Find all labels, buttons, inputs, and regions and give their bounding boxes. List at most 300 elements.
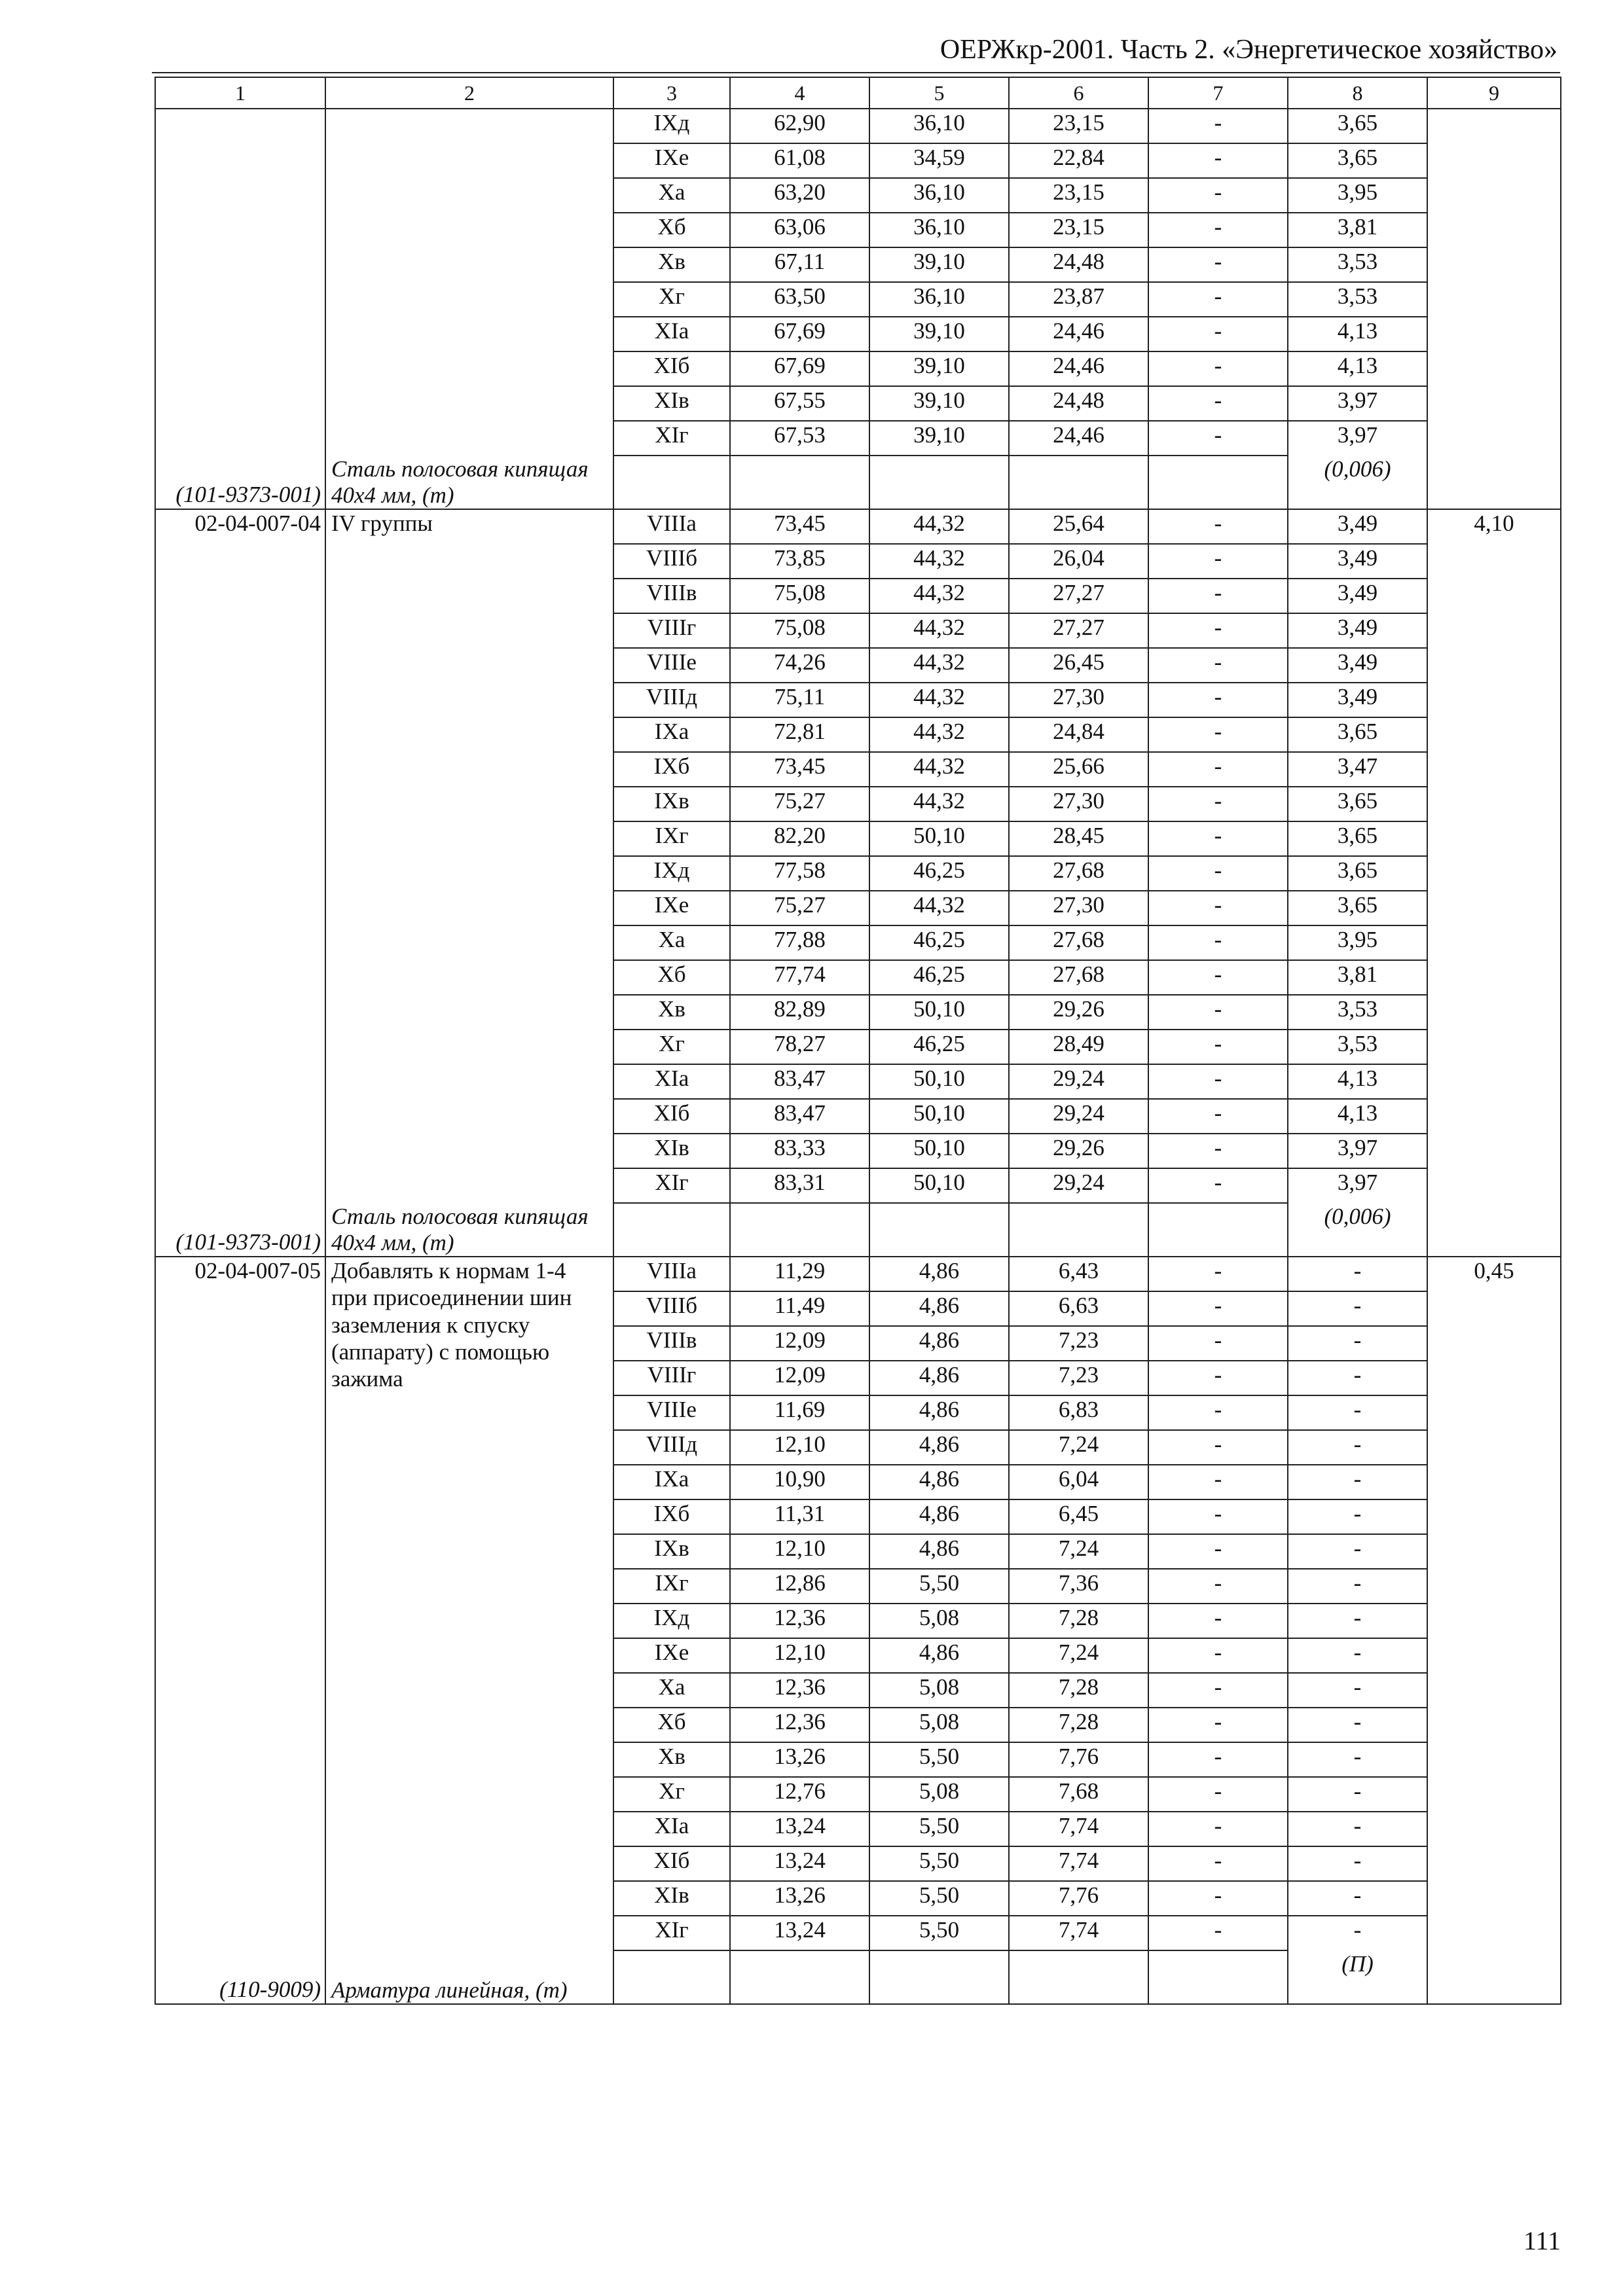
data-cell: 3,65 (1288, 821, 1427, 856)
norm-code-cell (155, 1030, 325, 1064)
table-row (155, 821, 1561, 856)
col9-cell (1427, 421, 1561, 456)
data-cell: 44,32 (869, 648, 1009, 683)
col9-cell (1427, 1203, 1561, 1257)
norm-code-cell (155, 1430, 325, 1465)
col9-cell (1427, 178, 1561, 213)
col9-cell (1427, 1099, 1561, 1134)
norm-code-cell (155, 109, 325, 143)
table-row (155, 960, 1561, 995)
data-cell: - (1148, 1134, 1288, 1168)
data-cell: - (1148, 213, 1288, 247)
data-cell: 4,86 (869, 1638, 1009, 1673)
norm-description-cell (325, 1099, 613, 1134)
data-cell: - (1148, 317, 1288, 351)
data-cell: 24,48 (1009, 247, 1148, 282)
material-code: (110-9009) (155, 1950, 325, 2004)
norm-description-cell (325, 1499, 613, 1534)
data-cell: 74,26 (730, 648, 869, 683)
norm-description-cell (325, 1030, 613, 1064)
norm-code-cell: 02-04-007-05 (155, 1257, 325, 1291)
data-cell: XIг (613, 1168, 730, 1203)
col9-cell (1427, 1638, 1561, 1673)
data-cell: 27,30 (1009, 891, 1148, 925)
empty-cell (869, 1203, 1009, 1257)
data-cell: VIIIв (613, 579, 730, 613)
col9-cell (1427, 1326, 1561, 1361)
data-cell: 5,08 (869, 1604, 1009, 1638)
norm-description-cell (325, 1395, 613, 1430)
data-cell: 83,47 (730, 1064, 869, 1099)
col9-cell: 0,45 (1427, 1257, 1561, 1291)
data-cell: Xб (613, 960, 730, 995)
data-cell: 4,86 (869, 1395, 1009, 1430)
data-cell: 7,28 (1009, 1604, 1148, 1638)
data-cell: 3,49 (1288, 648, 1427, 683)
data-cell: 6,04 (1009, 1465, 1148, 1499)
table-row (155, 247, 1561, 282)
data-cell: VIIIг (613, 613, 730, 648)
col9-cell (1427, 1499, 1561, 1534)
data-cell: - (1148, 351, 1288, 386)
data-cell: XIг (613, 421, 730, 456)
data-cell: 3,97 (1288, 421, 1427, 456)
table-row (155, 1499, 1561, 1534)
data-cell: 73,85 (730, 544, 869, 579)
data-cell: 28,45 (1009, 821, 1148, 856)
col9-cell (1427, 717, 1561, 752)
data-cell: 13,24 (730, 1916, 869, 1950)
data-cell: XIб (613, 1099, 730, 1134)
data-cell: 4,13 (1288, 317, 1427, 351)
col9-cell (1427, 1742, 1561, 1777)
data-cell: - (1148, 1673, 1288, 1708)
data-cell: - (1148, 143, 1288, 178)
table-row (155, 1430, 1561, 1465)
empty-cell (1148, 456, 1288, 509)
norm-code-cell (155, 1064, 325, 1099)
data-cell: 63,50 (730, 282, 869, 317)
norm-code-cell (155, 1846, 325, 1881)
data-cell: 7,23 (1009, 1361, 1148, 1395)
data-cell: 3,65 (1288, 856, 1427, 891)
data-cell: VIIIг (613, 1361, 730, 1395)
data-cell: VIIIе (613, 648, 730, 683)
data-cell: 77,88 (730, 925, 869, 960)
data-cell: - (1288, 1361, 1427, 1395)
material-row (155, 1203, 1561, 1257)
data-cell: 3,49 (1288, 579, 1427, 613)
data-cell: 44,32 (869, 544, 1009, 579)
data-cell: 26,45 (1009, 648, 1148, 683)
data-cell: Xг (613, 1030, 730, 1064)
data-cell: - (1148, 1846, 1288, 1881)
data-cell: 3,53 (1288, 282, 1427, 317)
data-cell: Xб (613, 213, 730, 247)
table-row (155, 1916, 1561, 1950)
data-cell: 7,24 (1009, 1534, 1148, 1569)
data-cell: 5,08 (869, 1777, 1009, 1812)
data-cell: 73,45 (730, 752, 869, 787)
norm-description-cell (325, 752, 613, 787)
data-cell: 13,24 (730, 1812, 869, 1846)
data-cell: Xа (613, 178, 730, 213)
data-cell: 12,36 (730, 1708, 869, 1742)
table-row (155, 856, 1561, 891)
col9-cell (1427, 1030, 1561, 1064)
data-cell: 75,27 (730, 787, 869, 821)
norm-code-cell (155, 1812, 325, 1846)
norm-description-cell (325, 579, 613, 613)
norm-code-cell (155, 1465, 325, 1499)
empty-cell (1148, 1203, 1288, 1257)
norm-code-cell (155, 579, 325, 613)
data-cell: 27,68 (1009, 960, 1148, 995)
data-cell: 27,27 (1009, 613, 1148, 648)
data-cell: 3,53 (1288, 247, 1427, 282)
col9-cell (1427, 1673, 1561, 1708)
data-cell: Xа (613, 925, 730, 960)
data-cell: 50,10 (869, 1168, 1009, 1203)
data-cell: - (1148, 960, 1288, 995)
norm-description-cell (325, 1604, 613, 1638)
norm-code-cell (155, 1638, 325, 1673)
norm-description-cell (325, 1638, 613, 1673)
data-cell: - (1288, 1604, 1427, 1638)
data-cell: 3,95 (1288, 178, 1427, 213)
data-cell: VIIIд (613, 683, 730, 717)
column-header: 1 (155, 77, 325, 109)
col9-cell (1427, 143, 1561, 178)
data-cell: - (1148, 717, 1288, 752)
norm-code-cell (155, 143, 325, 178)
table-row (155, 509, 1561, 544)
col9-cell (1427, 891, 1561, 925)
norm-description-cell (325, 109, 613, 143)
norm-code-cell (155, 752, 325, 787)
data-cell: 5,08 (869, 1673, 1009, 1708)
data-cell: 3,65 (1288, 109, 1427, 143)
data-cell: - (1148, 613, 1288, 648)
data-cell: 3,49 (1288, 544, 1427, 579)
data-cell: Xг (613, 282, 730, 317)
data-cell: 13,26 (730, 1742, 869, 1777)
data-cell: VIIIа (613, 1257, 730, 1291)
material-name: Арматура линейная, (т) (325, 1950, 613, 2004)
data-cell: 7,28 (1009, 1673, 1148, 1708)
data-cell: VIIIе (613, 1395, 730, 1430)
norm-code-cell (155, 613, 325, 648)
data-cell: - (1148, 1881, 1288, 1916)
table-row (155, 1134, 1561, 1168)
data-cell: 39,10 (869, 386, 1009, 421)
col9-cell (1427, 1846, 1561, 1881)
norm-description-cell (325, 351, 613, 386)
col9-cell (1427, 1569, 1561, 1604)
material-code: (101-9373-001) (155, 456, 325, 509)
data-cell: VIIIв (613, 1326, 730, 1361)
col9-cell (1427, 109, 1561, 143)
data-cell: 12,10 (730, 1638, 869, 1673)
data-cell: Xа (613, 1673, 730, 1708)
data-cell: 44,32 (869, 787, 1009, 821)
norm-description-cell (325, 891, 613, 925)
data-cell: IXд (613, 109, 730, 143)
header-rule (152, 72, 1560, 73)
table-row (155, 1881, 1561, 1916)
data-cell: - (1288, 1499, 1427, 1534)
data-cell: - (1148, 1168, 1288, 1203)
data-cell: 7,74 (1009, 1846, 1148, 1881)
data-cell: 3,49 (1288, 683, 1427, 717)
table-row (155, 1099, 1561, 1134)
norm-code-cell (155, 1742, 325, 1777)
data-cell: 3,49 (1288, 613, 1427, 648)
data-cell: 50,10 (869, 1134, 1009, 1168)
data-cell: 4,86 (869, 1326, 1009, 1361)
data-cell: - (1148, 1499, 1288, 1534)
table-row (155, 1168, 1561, 1203)
data-cell: 12,09 (730, 1361, 869, 1395)
col9-cell (1427, 213, 1561, 247)
data-cell: 7,76 (1009, 1881, 1148, 1916)
material-name: Сталь полосовая кипящая 40х4 мм, (т) (325, 1203, 613, 1257)
data-cell: - (1288, 1465, 1427, 1499)
column-header: 6 (1009, 77, 1148, 109)
column-header: 2 (325, 77, 613, 109)
data-cell: XIг (613, 1916, 730, 1950)
column-header-row (155, 77, 1561, 109)
norm-description-cell (325, 1846, 613, 1881)
data-cell: 82,89 (730, 995, 869, 1030)
norm-description-cell (325, 143, 613, 178)
data-cell: IXг (613, 821, 730, 856)
norm-description-cell (325, 1430, 613, 1465)
empty-cell (613, 1950, 730, 2004)
norm-code-cell (155, 1569, 325, 1604)
data-cell: - (1288, 1291, 1427, 1326)
norm-code-cell (155, 282, 325, 317)
data-cell: 12,10 (730, 1430, 869, 1465)
data-cell: - (1148, 1099, 1288, 1134)
norm-code-cell (155, 925, 325, 960)
data-cell: IXв (613, 787, 730, 821)
norm-description-cell (325, 1742, 613, 1777)
col9-cell (1427, 1708, 1561, 1742)
data-cell: 10,90 (730, 1465, 869, 1499)
data-cell: 24,84 (1009, 717, 1148, 752)
norm-description-cell (325, 821, 613, 856)
norm-code-cell (155, 1673, 325, 1708)
data-cell: - (1148, 178, 1288, 213)
data-cell: 6,63 (1009, 1291, 1148, 1326)
data-cell: 3,97 (1288, 1168, 1427, 1203)
norm-description-cell (325, 960, 613, 995)
data-cell: 4,86 (869, 1257, 1009, 1291)
table-row (155, 1030, 1561, 1064)
col9-cell (1427, 386, 1561, 421)
data-cell: 27,68 (1009, 925, 1148, 960)
data-cell: - (1148, 856, 1288, 891)
norm-description-cell (325, 509, 613, 544)
empty-cell (1148, 1950, 1288, 2004)
data-cell: 6,83 (1009, 1395, 1148, 1430)
norm-description-cell (325, 1569, 613, 1604)
table-row (155, 1569, 1561, 1604)
data-cell: 7,76 (1009, 1742, 1148, 1777)
norm-code-cell: 02-04-007-04 (155, 509, 325, 544)
norm-description-cell (325, 925, 613, 960)
table-row (155, 752, 1561, 787)
data-cell: 39,10 (869, 247, 1009, 282)
data-cell: 62,90 (730, 109, 869, 143)
norm-description-cell (325, 613, 613, 648)
data-cell: 82,20 (730, 821, 869, 856)
data-cell: 83,31 (730, 1168, 869, 1203)
norm-code-cell (155, 247, 325, 282)
data-cell: 7,36 (1009, 1569, 1148, 1604)
data-cell: - (1148, 1812, 1288, 1846)
col9-cell (1427, 683, 1561, 717)
norm-code-cell (155, 717, 325, 752)
data-cell: 27,30 (1009, 787, 1148, 821)
norm-description-cell (325, 1134, 613, 1168)
data-cell: XIв (613, 1134, 730, 1168)
data-cell: XIв (613, 1881, 730, 1916)
col9-cell (1427, 613, 1561, 648)
col9-cell (1427, 648, 1561, 683)
data-cell: - (1148, 683, 1288, 717)
data-cell: 67,11 (730, 247, 869, 282)
empty-cell (730, 1950, 869, 2004)
data-cell: - (1288, 1569, 1427, 1604)
norm-description-cell (325, 1064, 613, 1099)
data-cell: - (1288, 1257, 1427, 1291)
col9-cell (1427, 787, 1561, 821)
data-cell: 4,86 (869, 1534, 1009, 1569)
data-cell: - (1148, 1708, 1288, 1742)
empty-cell (613, 1203, 730, 1257)
norm-code-cell (155, 1361, 325, 1395)
data-cell: - (1148, 1465, 1288, 1499)
col9-cell (1427, 317, 1561, 351)
col9-cell (1427, 1395, 1561, 1430)
data-cell: 28,49 (1009, 1030, 1148, 1064)
norm-code-cell (155, 386, 325, 421)
data-cell: - (1148, 1534, 1288, 1569)
norm-description-cell (325, 247, 613, 282)
col9-cell (1427, 456, 1561, 509)
norm-code-cell (155, 213, 325, 247)
data-cell: 3,53 (1288, 1030, 1427, 1064)
data-cell: 29,24 (1009, 1168, 1148, 1203)
table-row (155, 1846, 1561, 1881)
data-cell: 12,86 (730, 1569, 869, 1604)
col9-cell (1427, 1604, 1561, 1638)
norm-description-cell (325, 1168, 613, 1203)
norm-description-cell (325, 717, 613, 752)
data-cell: 50,10 (869, 1064, 1009, 1099)
data-cell: 25,64 (1009, 509, 1148, 544)
data-cell: 50,10 (869, 995, 1009, 1030)
table-row (155, 1534, 1561, 1569)
col9-cell (1427, 1881, 1561, 1916)
data-cell: 6,45 (1009, 1499, 1148, 1534)
material-value: (0,006) (1288, 1203, 1427, 1257)
data-cell: 29,26 (1009, 1134, 1148, 1168)
data-cell: - (1148, 821, 1288, 856)
data-cell: 46,25 (869, 925, 1009, 960)
data-cell: 67,53 (730, 421, 869, 456)
data-cell: 13,24 (730, 1846, 869, 1881)
data-cell: VIIIа (613, 509, 730, 544)
col9-cell (1427, 1534, 1561, 1569)
data-cell: 5,50 (869, 1569, 1009, 1604)
data-cell: 67,69 (730, 317, 869, 351)
table-row (155, 1604, 1561, 1638)
data-cell: - (1288, 1916, 1427, 1950)
table-row (155, 109, 1561, 143)
norm-code-cell (155, 1395, 325, 1430)
data-cell: 44,32 (869, 683, 1009, 717)
data-cell: 39,10 (869, 421, 1009, 456)
col9-cell (1427, 282, 1561, 317)
data-cell: 22,84 (1009, 143, 1148, 178)
col9-cell: 4,10 (1427, 509, 1561, 544)
data-cell: 5,50 (869, 1812, 1009, 1846)
data-cell: - (1148, 648, 1288, 683)
data-cell: 11,49 (730, 1291, 869, 1326)
data-cell: 23,15 (1009, 109, 1148, 143)
material-row (155, 1950, 1561, 2004)
col9-cell (1427, 1134, 1561, 1168)
data-cell: 7,68 (1009, 1777, 1148, 1812)
table-row (155, 717, 1561, 752)
norm-description-cell (325, 1257, 613, 1392)
data-cell: 3,53 (1288, 995, 1427, 1030)
table-row (155, 579, 1561, 613)
norm-code-cell (155, 1708, 325, 1742)
data-cell: 78,27 (730, 1030, 869, 1064)
data-cell: 36,10 (869, 213, 1009, 247)
data-cell: 67,69 (730, 351, 869, 386)
col9-cell (1427, 821, 1561, 856)
data-cell: 5,08 (869, 1708, 1009, 1742)
norm-code-cell (155, 1168, 325, 1203)
table-row (155, 317, 1561, 351)
data-cell: 23,87 (1009, 282, 1148, 317)
norm-description-cell (325, 1777, 613, 1812)
data-cell: 12,36 (730, 1673, 869, 1708)
data-cell: IXв (613, 1534, 730, 1569)
data-cell: - (1288, 1881, 1427, 1916)
empty-cell (1009, 1203, 1148, 1257)
data-cell: IXб (613, 752, 730, 787)
norm-description-cell (325, 317, 613, 351)
data-cell: 46,25 (869, 856, 1009, 891)
table-row (155, 1465, 1561, 1499)
data-cell: IXд (613, 856, 730, 891)
col9-cell (1427, 1777, 1561, 1812)
data-cell: 12,36 (730, 1604, 869, 1638)
empty-cell (730, 1203, 869, 1257)
data-cell: 4,13 (1288, 1064, 1427, 1099)
data-cell: 23,15 (1009, 178, 1148, 213)
data-cell: - (1148, 995, 1288, 1030)
data-cell: 50,10 (869, 821, 1009, 856)
data-cell: - (1148, 925, 1288, 960)
data-cell: 11,29 (730, 1257, 869, 1291)
